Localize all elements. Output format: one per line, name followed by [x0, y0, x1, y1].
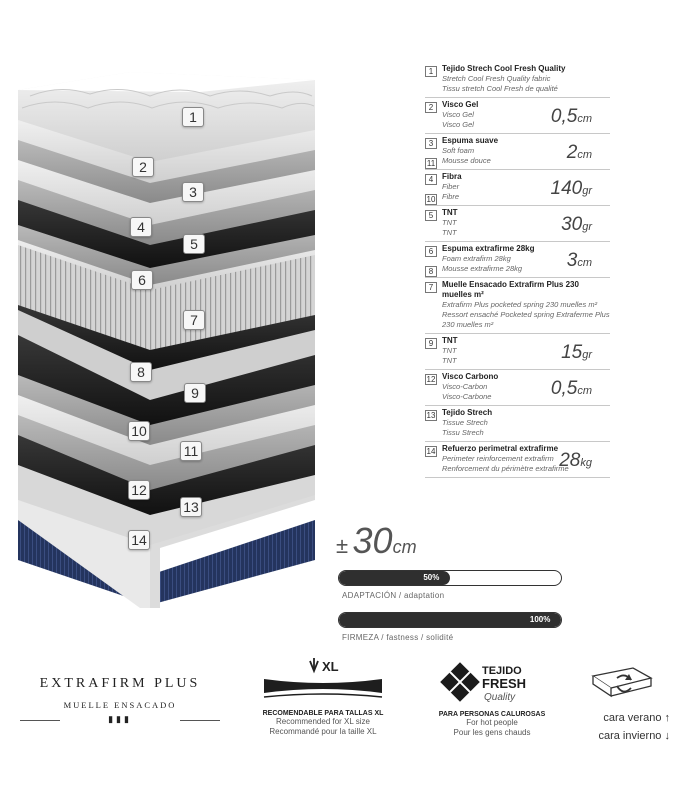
summer-face-label: cara verano ↑ [603, 712, 670, 724]
brand-sub: MUELLE ENSACADO [63, 700, 177, 710]
winter-face-label: cara invierno ↓ [598, 730, 670, 742]
adaptation-label: ADAPTACIÓN / adaptation [342, 591, 445, 600]
layer-marker-11: 11 [180, 441, 202, 461]
layer-marker-10: 10 [128, 421, 150, 441]
layer-translation: Tissu Strech [442, 428, 484, 437]
layer-thickness [561, 342, 592, 364]
layer-translation: Foam extrafirm 28kg [442, 254, 511, 263]
layer-entry [425, 62, 610, 98]
layer-entry [425, 406, 610, 442]
layer-translation: TNT [442, 218, 457, 227]
firmness-label: FIRMEZA / fastness / solidité [342, 633, 454, 642]
layer-marker-5: 5 [183, 234, 205, 254]
layer-number-badge: 9 [425, 338, 437, 349]
layer-thickness [567, 250, 592, 272]
layer-translation: Soft foam [442, 146, 475, 155]
adaptation-bar [338, 570, 562, 586]
layer-number-badge: 1 [425, 66, 437, 77]
adaptation-percent: 50% [423, 573, 440, 582]
layer-marker-13: 13 [180, 497, 202, 517]
layer-thickness-value: 30 [561, 214, 583, 235]
layer-thickness [559, 450, 592, 472]
layer-translation: TNT [442, 346, 457, 355]
layer-translation: Visco Gel [442, 110, 474, 119]
fresh-caption-en: For hot people [466, 718, 518, 727]
fresh-fabric-badge [432, 660, 552, 738]
fresh-line3: Quality [484, 692, 516, 703]
layer-entry [425, 370, 610, 406]
layer-title: TNT [442, 208, 458, 217]
layer-thickness-unit: kg [580, 457, 592, 469]
layer-thickness-unit: cm [577, 257, 592, 269]
layer-marker-12: 12 [128, 480, 150, 500]
layer-translation: Mousse extrafirme 28kg [442, 264, 523, 273]
layer-title: Visco Gel [442, 100, 479, 109]
fresh-caption-es: PARA PERSONAS CALUROSAS [438, 711, 546, 718]
fresh-line1: TEJIDO [482, 665, 522, 677]
layer-thickness-value: 140 [550, 178, 583, 199]
layer-marker-1: 1 [182, 107, 204, 127]
layer-marker-14: 14 [128, 530, 150, 550]
firmness-bar-fill [339, 613, 561, 627]
layer-title: Tejido Strech [442, 408, 493, 417]
layer-title: Tejido Strech Cool Fresh Quality [442, 64, 566, 73]
mattress-layers-svg [0, 0, 340, 640]
layer-marker-4: 4 [130, 217, 152, 237]
layer-marker-7: 7 [183, 310, 205, 330]
layer-translation: Fiber [442, 182, 460, 191]
layer-thickness [551, 178, 592, 200]
layer-number-badge: 14 [426, 447, 436, 456]
layer-entry [425, 242, 610, 278]
layer-thickness-value: 3 [566, 250, 578, 271]
mattress-illustration [0, 0, 340, 640]
layer-thickness-unit: cm [577, 385, 592, 397]
springs-icon: ▮▮▮ [108, 714, 132, 724]
layer-title: Refuerzo perimetral extrafirme [442, 444, 559, 453]
layer-title: Espuma extrafirme 28kg [442, 244, 535, 253]
brand-subline [20, 700, 220, 724]
layer-number-badge: 5 [425, 210, 437, 221]
layer-translation: Extrafirm Plus pocketed spring 230 muelles m² [442, 300, 598, 309]
flip-mattress-icon [579, 664, 659, 704]
layer-thickness [567, 142, 592, 164]
layer-thickness-unit: gr [582, 221, 592, 233]
brand-logo [20, 676, 220, 724]
layer-number-badge: 8 [425, 266, 437, 277]
firmness-bar [338, 612, 562, 628]
layer-thickness-value: 0,5 [550, 378, 578, 399]
layer-title: Muelle Ensacado Extrafirm Plus 230 muelles m² [442, 280, 579, 299]
layer-thickness-value: 15 [561, 342, 583, 363]
layer-translation: Fibre [442, 192, 460, 201]
layer-translation: Visco-Carbone [442, 392, 492, 401]
height-prefix: ± [336, 533, 349, 558]
layer-number-badge: 10 [426, 195, 436, 204]
layer-number-badge: 3 [425, 138, 437, 149]
layer-entry [425, 334, 610, 370]
layer-translation: Mousse douce [442, 156, 491, 165]
layer-legend [425, 62, 610, 478]
layer-thickness-unit: gr [582, 349, 592, 361]
layer-title: Espuma suave [442, 136, 499, 145]
layer-entry [425, 98, 610, 134]
fresh-caption-fr: Pour les gens chauds [453, 728, 531, 737]
layer-number-badge: 13 [426, 411, 436, 420]
layer-number-badge: 7 [425, 282, 437, 293]
layer-number-badge: 11 [426, 159, 436, 168]
height-unit: cm [392, 537, 417, 557]
xl-mattress-icon [258, 657, 388, 705]
layer-title: Fibra [442, 172, 462, 181]
layer-thickness-value: 0,5 [550, 106, 578, 127]
xl-size-badge [258, 657, 388, 737]
layer-marker-3: 3 [182, 182, 204, 202]
layer-translation: Stretch Cool Fresh Quality fabric [442, 74, 551, 83]
layer-entry [425, 206, 610, 242]
layer-thickness-unit: gr [582, 185, 592, 197]
layer-title: Visco Carbono [442, 372, 499, 381]
layer-thickness-unit: cm [577, 149, 592, 161]
layer-marker-8: 8 [130, 362, 152, 382]
height-value: 30 [352, 520, 393, 561]
layer-thickness [551, 378, 592, 400]
fresh-line2: FRESH [482, 676, 527, 691]
xl-caption-es: RECOMENDABLE PARA TALLAS XL [262, 710, 384, 717]
layer-thickness-value: 28 [559, 450, 581, 471]
layer-entry [425, 278, 610, 334]
layer-number-badge: 12 [426, 375, 436, 384]
firmness-percent: 100% [529, 615, 551, 624]
layer-translation: Tissu stretch Cool Fresh de qualité [442, 84, 558, 93]
fresh-diamond-icon [432, 660, 552, 706]
reversible-faces [568, 664, 670, 745]
layer-translation: Ressort ensaché Pocketed spring Extraferme Plus 230 muelles m² [442, 310, 610, 329]
layer-entry [425, 442, 610, 478]
layer-translation: Visco-Carbon [442, 382, 488, 391]
layer-translation: TNT [442, 228, 457, 237]
layer-number-badge: 2 [425, 102, 437, 113]
layer-thickness-value: 2 [566, 142, 578, 163]
xl-caption-fr: Recommandé pour la taille XL [269, 727, 377, 736]
layer-translation: TNT [442, 356, 457, 365]
layer-marker-6: 6 [131, 270, 153, 290]
layer-number-badge: 6 [425, 246, 437, 257]
layer-thickness [561, 214, 592, 236]
layer-entry [425, 170, 610, 206]
layer-number-badge: 4 [425, 174, 437, 185]
layer-entry [425, 134, 610, 170]
layer-translation: Perimeter reinforcement extrafirm [442, 454, 554, 463]
layer-translation: Visco Gel [442, 120, 474, 129]
mattress-height [336, 520, 417, 562]
xl-badge-text: XL [322, 659, 339, 674]
layer-title: TNT [442, 336, 458, 345]
xl-caption-en: Recommended for XL size [276, 717, 370, 726]
layer-translation: Tissue Strech [442, 418, 488, 427]
brand-name: EXTRAFIRM PLUS [39, 676, 201, 691]
layer-marker-2: 2 [132, 157, 154, 177]
layer-translation: Renforcement du périmètre extrafirme [442, 464, 569, 473]
layer-marker-9: 9 [184, 383, 206, 403]
layer-thickness-unit: cm [577, 113, 592, 125]
layer-thickness [551, 106, 592, 128]
